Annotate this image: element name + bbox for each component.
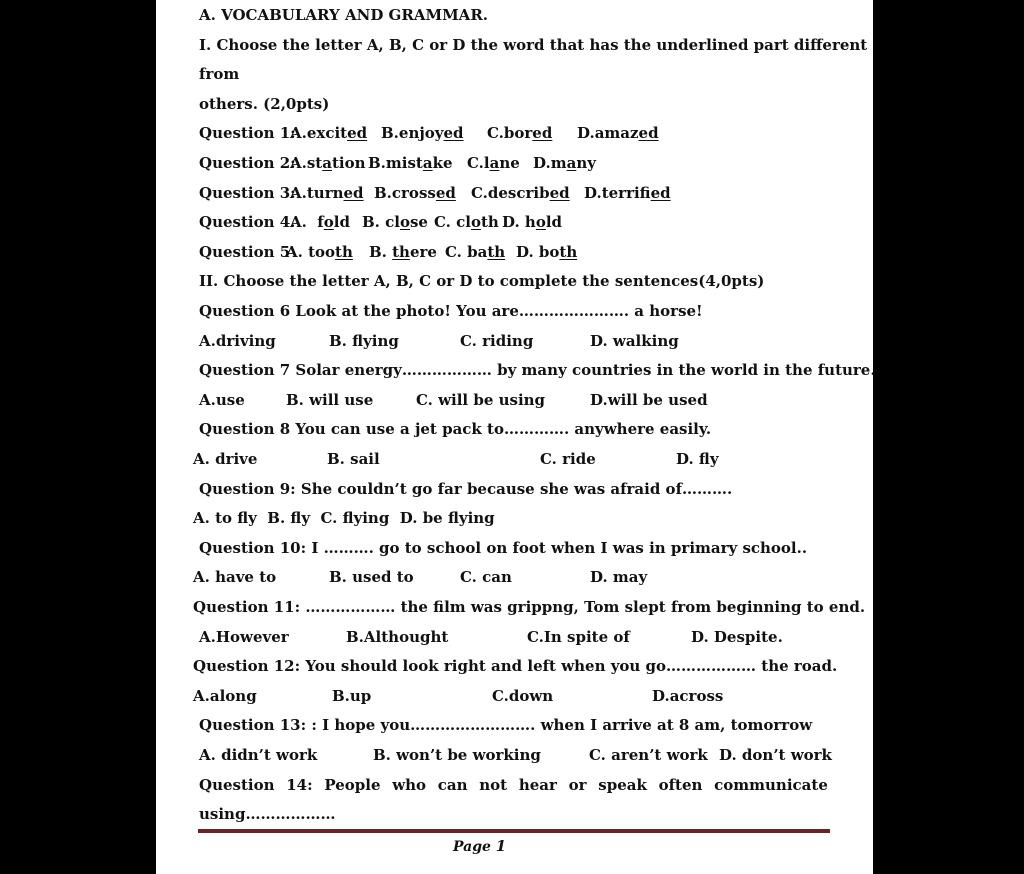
question-7-option-d: D.will be used [590,391,708,409]
question-1-option-a: A.excited [290,124,368,142]
part1-instruction-cont: from [199,65,240,83]
question-4-option-b: B. close [362,213,428,231]
question-4-option-c: C. cloth [434,213,499,231]
question-6-option-b: B. flying [329,332,399,350]
question-1-option-c: C.bored [487,124,553,142]
q14-word: 14: [286,776,313,794]
question-12-option-d: D.across [652,687,724,705]
question-4-option-d: D. hold [502,213,563,231]
question-9-stem: Question 9: She couldn’t go far because she was afraid of………. [199,480,733,498]
question-11-option-a: A.However [199,628,289,646]
question-1-label: Question 1: [199,124,296,142]
question-8-stem: Question 8 You can use a jet pack to…………. anywhere easily. [199,420,712,438]
question-7-option-c: C. will be using [416,391,546,409]
question-13-option-d: D. don’t work [719,746,832,764]
part1-instruction-cont2: others. (2,0pts) [199,95,330,113]
q14-word: hear [518,776,557,794]
question-5-option-b: B. there [369,243,437,261]
question-10-option-c: C. can [460,568,512,586]
question-8-option-b: B. sail [327,450,380,468]
question-11-stem: Question 11: ……………… the film was grippng, Tom slept from beginning to end. [193,598,866,616]
question-5-label: Question 5 [199,243,291,261]
question-12-option-a: A.along [193,687,257,705]
footer-rule [198,829,830,833]
question-5-option-d: D. both [516,243,578,261]
question-1-option-d: D.amazed [577,124,659,142]
question-10-option-d: D. may [590,568,648,586]
question-3-option-a: A.turned [290,184,364,202]
question-8-option-d: D. fly [676,450,719,468]
question-5-option-c: C. bath [445,243,506,261]
question-5-option-a: A. tooth [286,243,353,261]
question-13-stem: Question 13: : I hope you……………………. when I arrive at 8 am, tomorrow [199,716,813,734]
question-3-option-c: C.described [471,184,570,202]
question-6-stem: Question 6 Look at the photo! You are…………………. a horse! [199,302,703,320]
question-10-stem: Question 10: I ………. go to school on foot when I was in primary school.. [199,539,808,557]
question-11-option-d: D. Despite. [691,628,783,646]
question-4-option-a: A. fold [290,213,350,231]
question-3-label: Question 3: [199,184,296,202]
question-10-option-b: B. used to [329,568,414,586]
question-4-label: Question 4. [199,213,296,231]
question-2-option-b: B.mistake [368,154,453,172]
page-number: Page 1 [453,837,507,855]
question-2-label: Question 2: [199,154,296,172]
question-12-option-c: C.down [492,687,554,705]
question-7-stem: Question 7 Solar energy……………… by many countries in the world in the future. [199,361,876,379]
question-7-option-b: B. will use [286,391,374,409]
q14-word: who [392,776,427,794]
question-3-option-b: B.crossed [374,184,456,202]
question-2-option-d: D.many [533,154,596,172]
question-13-option-c: C. aren’t work [589,746,708,764]
q14-word: can [437,776,468,794]
question-1-option-b: B.enjoyed [381,124,464,142]
question-8-option-c: C. ride [540,450,596,468]
question-6-option-c: C. riding [460,332,534,350]
question-12-stem: Question 12: You should look right and left when you go……………… the road. [193,657,838,675]
question-9-options: A. to fly B. fly C. flying D. be flying [193,509,495,527]
section-heading: A. VOCABULARY AND GRAMMAR. [199,6,489,24]
question-7-option-a: A.use [199,391,245,409]
question-12-option-b: B.up [332,687,372,705]
question-14-stem [199,774,828,796]
question-3-option-d: D.terrified [584,184,671,202]
part1-instruction: I. Choose the letter A, B, C or D the word that has the underlined part different [199,36,868,54]
question-11-option-c: C.In spite of [527,628,630,646]
question-2-option-c: C.lane [467,154,520,172]
question-2-option-a: A.station [290,154,366,172]
q14-word: not [479,776,508,794]
question-14-stem-cont: using……………… [199,805,336,823]
question-13-option-b: B. won’t be working [373,746,541,764]
q14-word: often [658,776,703,794]
q14-word: or [568,776,587,794]
part2-instruction: II. Choose the letter A, B, C or D to complete the sentences(4,0pts) [199,272,765,290]
q14-word: Question [199,776,275,794]
question-13-option-a: A. didn’t work [199,746,318,764]
question-11-option-b: B.Althought [346,628,449,646]
question-10-option-a: A. have to [193,568,277,586]
question-6-option-d: D. walking [590,332,679,350]
q14-word: speak [598,776,647,794]
q14-word: communicate [714,776,828,794]
q14-word: People [324,776,381,794]
question-8-option-a: A. drive [193,450,258,468]
question-6-option-a: A.driving [199,332,276,350]
